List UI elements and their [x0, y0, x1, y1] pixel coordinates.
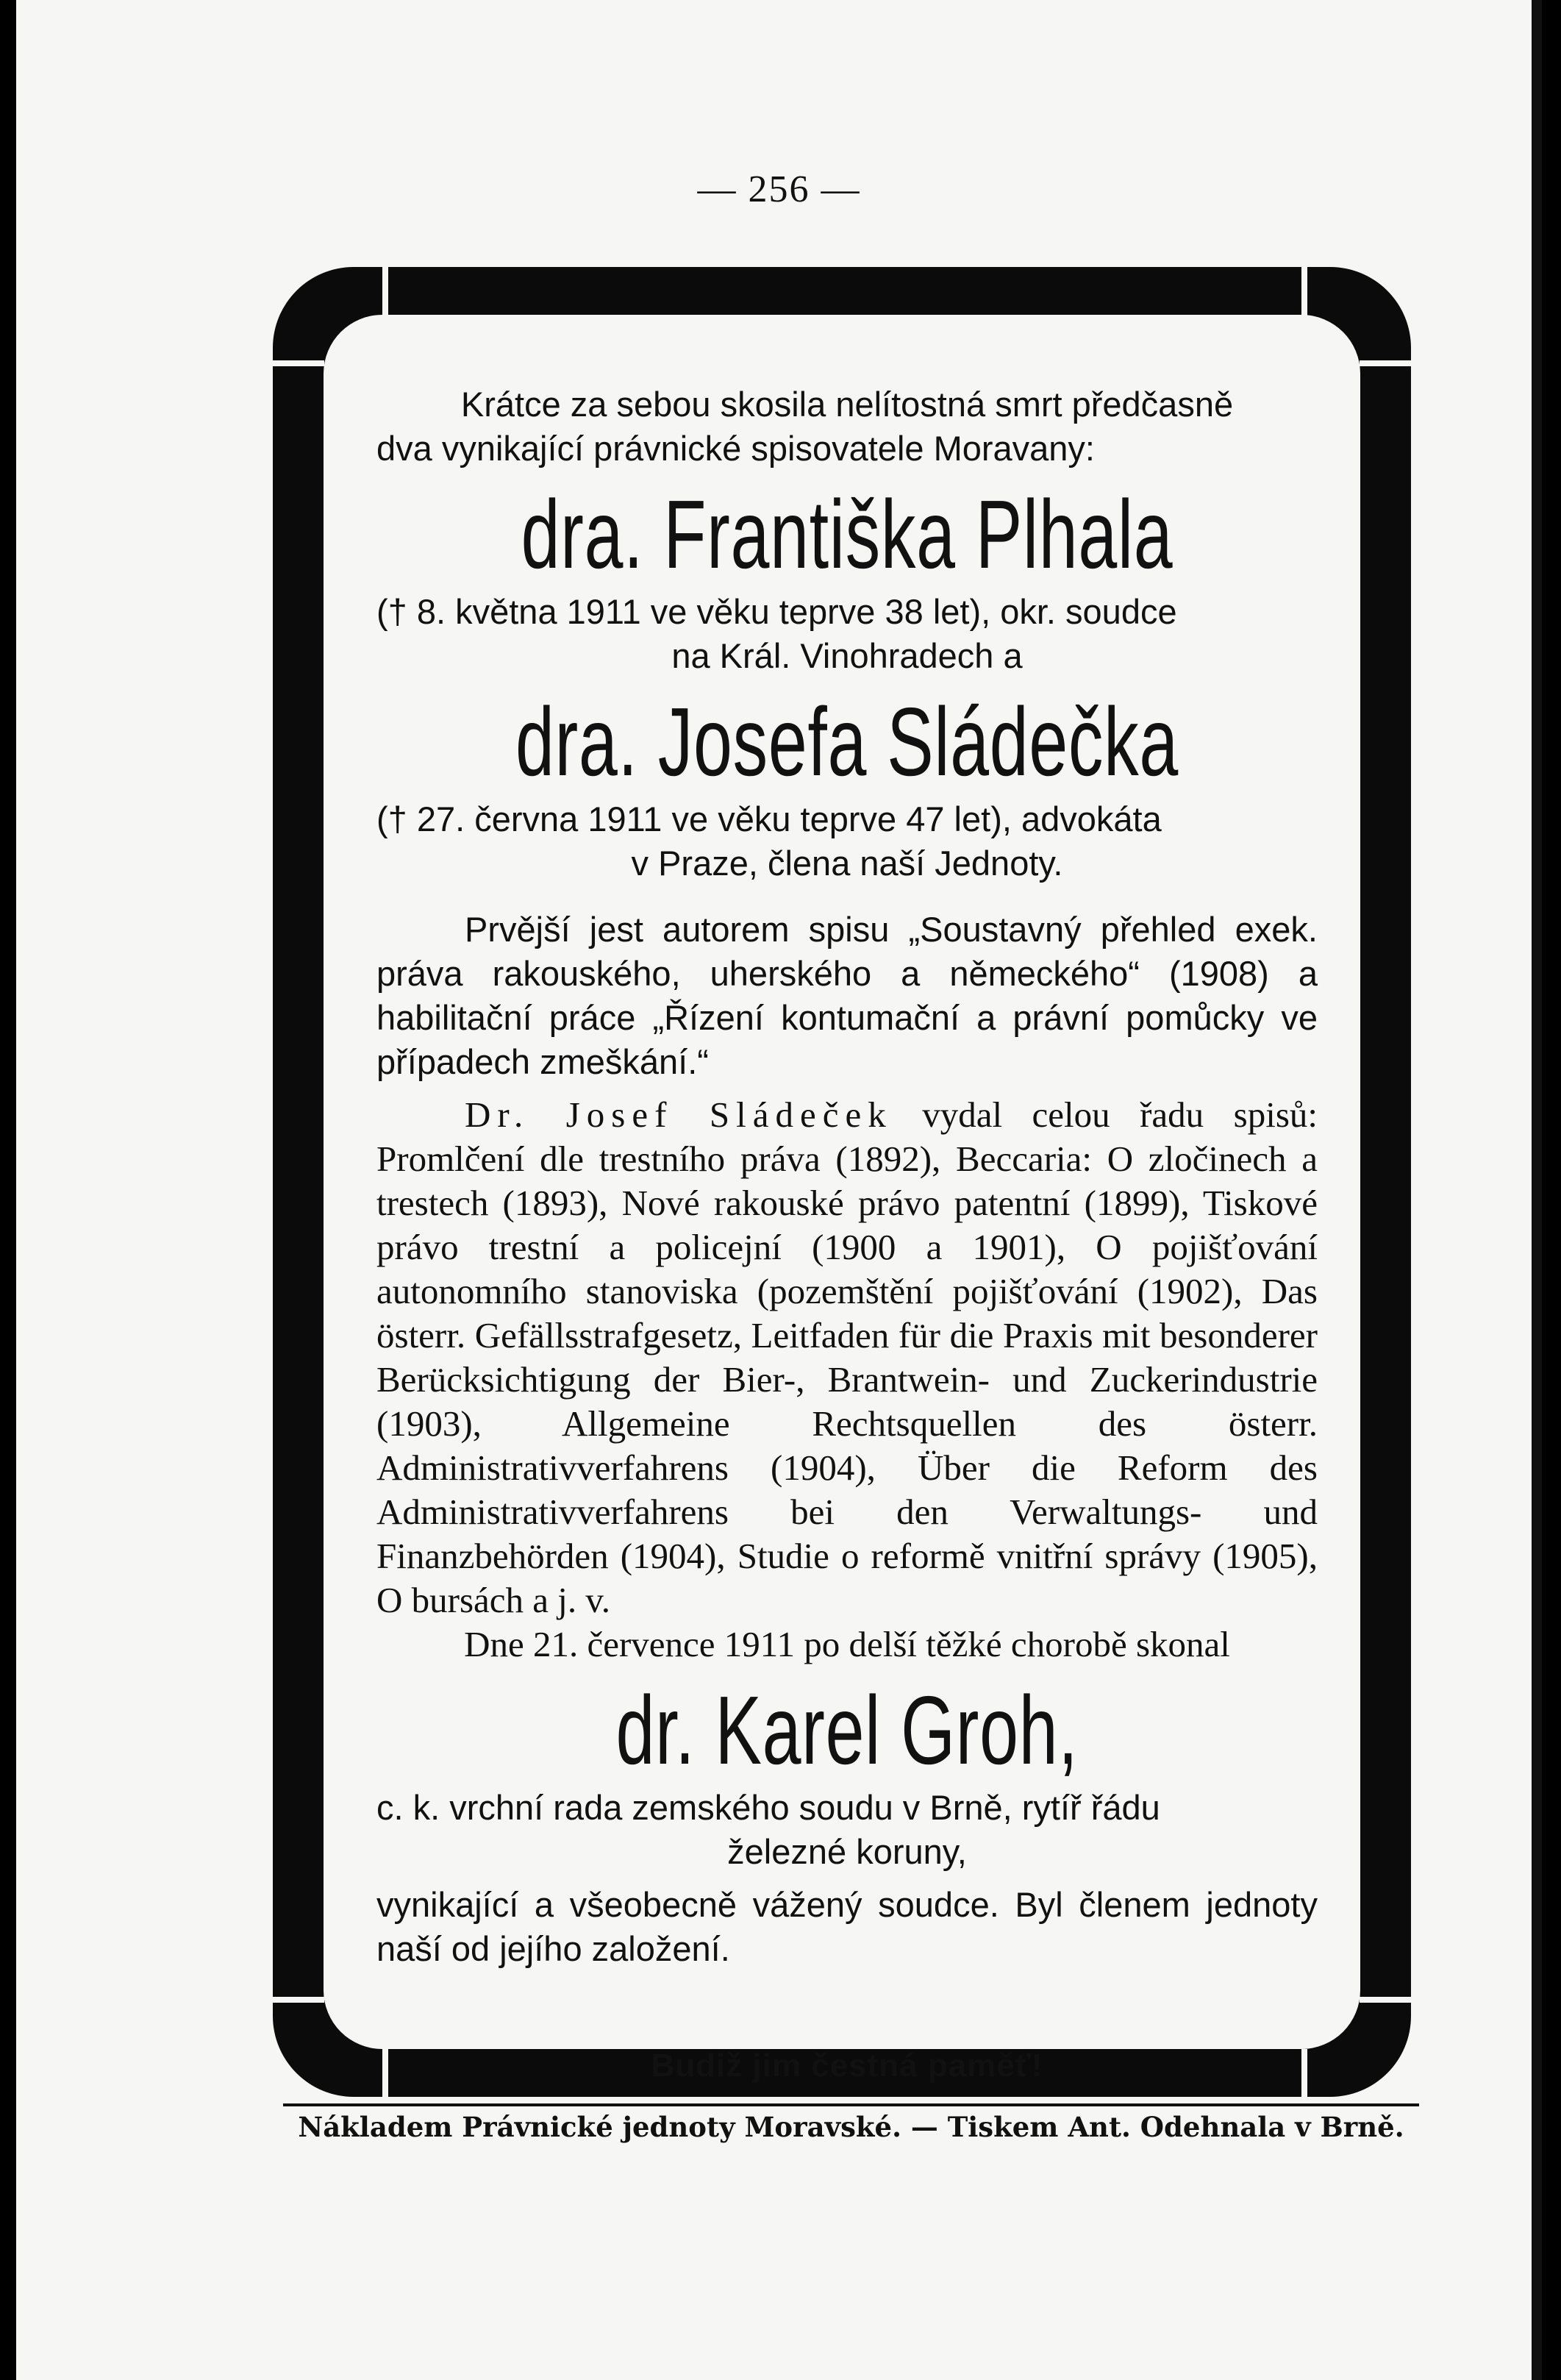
footer-rule-top — [283, 2103, 1419, 2106]
person2-name: dra. Josefa Sládečka — [515, 688, 1179, 796]
person3-details-2: železné koruny, — [727, 1832, 967, 1871]
page-number: — 256 — — [697, 168, 861, 210]
sladecek-lead: Dr. Josef Sládeček — [465, 1094, 893, 1135]
imprint-footer: Nákladem Právnické jednoty Moravské. — Tiskem Ant. Odehnala v Brně. — [298, 2111, 1404, 2143]
person1-details-1: († 8. května 1911 ve věku teprve 38 let), okr. soudce — [376, 592, 1177, 631]
person2-details-2: v Praze, člena naší Jednoty. — [631, 844, 1063, 883]
paragraph-groh: vynikající a všeobecně vážený soudce. Byl členem jednoty naší od jejího založení. — [376, 1885, 1318, 1968]
intro-line-2: dva vynikající právnické spisovatele Moravany: — [376, 429, 1095, 468]
person1-name: dra. Františka Plhala — [521, 480, 1174, 588]
person2-details-1: († 27. června 1911 ve věku teprve 47 let), advokáta — [376, 799, 1162, 838]
motto: Budiž jim čestná paměť! — [651, 2048, 1043, 2084]
person3-details-1: c. k. vrchní rada zemského soudu v Brně, rytíř řádu — [376, 1788, 1160, 1827]
paragraph-sladecek — [376, 1093, 1318, 1622]
intro-line-1: Krátce za sebou skosila nelítostná smrt předčasně — [460, 385, 1234, 424]
paragraph-plhal: Prvější jest autorem spisu „Soustavný přehled exek. práva rakouského, uherského a německého“ (1908) a habilitační práce „Řízení kontumační a právní pomůcky ve případech zmeškání.“ — [376, 910, 1318, 1081]
obituary-content — [376, 382, 1318, 2117]
person3-name: dr. Karel Groh, — [615, 1676, 1079, 1784]
person1-details-2: na Král. Vinohradech a — [671, 636, 1023, 675]
sladecek-rest: vydal celou řadu spisů: Promlčení dle trestního práva (1892), Beccaria: O zločinech a trestech (1893), Nové rakouské právo patentní (1899), Tiskové právo trestní a policejní (1900 a 1901), O pojišťování autonomního stanoviska (pozemštění pojišťování (1902), Das österr. Gefällsstrafgesetz, Leitfaden für die Praxis mit besonderer Berücksichtigung der Bier-, Brantwein- und Zuckerindustrie (1903), Allgemeine Rechtsquellen des österr. Administrativverfahrens (1904), Über die Reform des Administrativverfahrens bei den Verwaltungs- und Finanzbehörden (1904), Studie o reformě vnitřní správy (1905), O bursách a j. v. — [376, 1094, 1318, 1620]
death-notice: Dne 21. července 1911 po delší těžké chorobě skonal — [464, 1624, 1230, 1664]
